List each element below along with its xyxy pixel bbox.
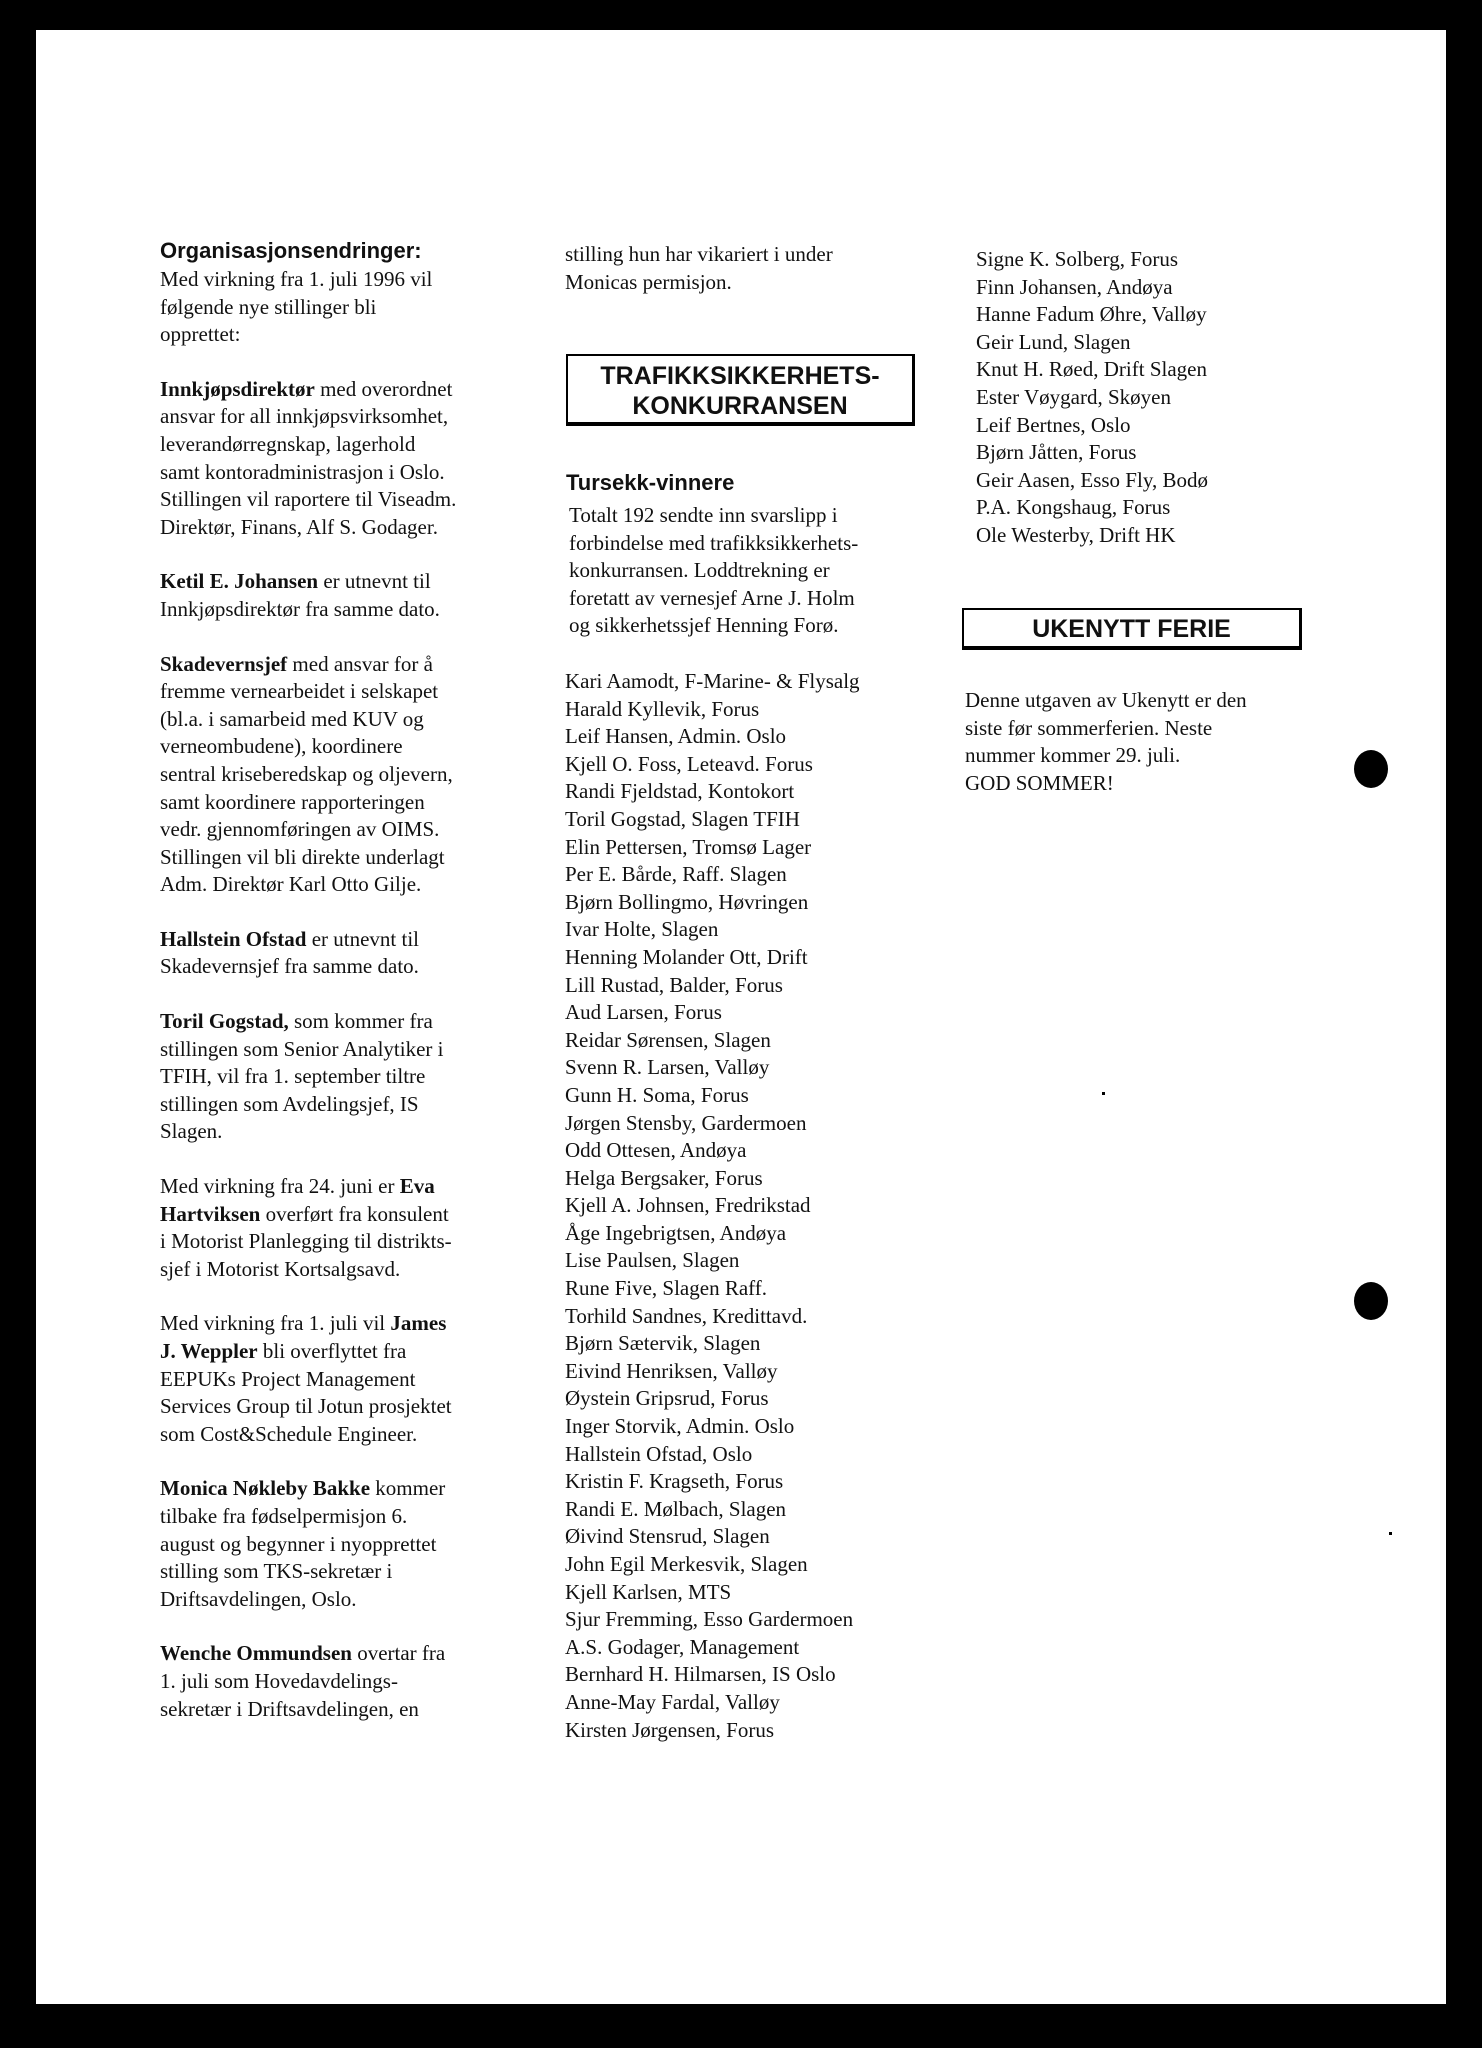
winner-item: Kirsten Jørgensen, Forus [565,1717,775,1742]
text-line: vedr. gjennomføringen av OIMS. [160,817,440,842]
winner-item: Reidar Sørensen, Slagen [565,1027,771,1052]
winner-item: Ester Vøygard, Skøyen [976,384,1171,409]
winner-item: P.A. Kongshaug, Forus [976,495,1171,520]
winner-item: Eivind Henriksen, Valløy [565,1358,778,1383]
column-winners-cont [976,246,1356,550]
text-line: stillingen som Avdelingsjef, IS [160,1091,419,1116]
text-line: siste før sommerferien. Neste [965,715,1213,740]
winner-item: Øivind Stensrud, Slagen [565,1524,770,1549]
text-line: 1. juli som Hovedavdelings- [160,1668,398,1693]
winner-item: Helga Bergsaker, Forus [565,1165,763,1190]
text-line: og sikkerhetssjef Henning Forø. [569,613,839,638]
winner-item: Toril Gogstad, Slagen TFIH [565,806,800,831]
text-line: Totalt 192 sendte inn svarslipp i [569,503,838,527]
winner-item: Torhild Sandnes, Kredittavd. [565,1303,808,1328]
winner-item: Kristin F. Kragseth, Forus [565,1469,784,1494]
text-line: Driftsavdelingen, Oslo. [160,1586,357,1611]
text-line: Stillingen vil raportere til Viseadm. [160,487,457,512]
winner-item: Signe K. Solberg, Forus [976,247,1179,271]
text-line: TFIH, vil fra 1. september tiltre [160,1064,426,1089]
winner-item: Geir Lund, Slagen [976,329,1131,354]
winner-item: Hallstein Ofstad, Oslo [565,1441,753,1466]
text-line: Slagen. [160,1119,223,1144]
winner-item: Bjørn Sætervik, Slagen [565,1331,761,1356]
text-line: kommer [370,1476,446,1501]
bold-name: Innkjøpsdirektør [160,376,315,401]
winner-item: Henning Molander Ott, Drift [565,944,808,969]
text-line: opprettet: [160,322,241,347]
bold-name: Hartviksen [160,1201,261,1226]
text-line: som Cost&Schedule Engineer. [160,1421,418,1446]
text-line: stillingen som Senior Analytiker i [160,1036,444,1061]
bold-name: Toril Gogstad, [160,1009,289,1034]
text-line: med ansvar for å [287,651,433,676]
paragraph-monica-bakke [160,1475,510,1613]
text-line: sekretær i Driftsavdelingen, en [160,1696,419,1721]
winner-item: Per E. Bårde, Raff. Slagen [565,862,787,887]
text-line: konkurransen. Loddtrekning er [569,558,830,583]
winner-item: Lill Rustad, Balder, Forus [565,972,783,997]
speck [1389,1532,1392,1535]
text-line: Med virkning fra 1. juli 1996 vil [160,267,433,291]
winner-item: Aud Larsen, Forus [565,1000,722,1025]
text-line: Stillingen vil bli direkte underlagt [160,844,445,869]
bold-name: James [390,1311,447,1336]
text-line: Innkjøpsdirektør fra samme dato. [160,596,440,621]
bold-name: Wenche Ommundsen [160,1641,352,1666]
winner-item: Kjell O. Foss, Leteavd. Forus [565,751,813,776]
winner-item: Knut H. Røed, Drift Slagen [976,357,1207,382]
paragraph-skadevernsjef [160,651,510,899]
winner-item: Øystein Gripsrud, Forus [565,1386,769,1411]
text-line: tilbake fra fødselpermisjon 6. [160,1503,408,1528]
text-line: Services Group til Jotun prosjektet [160,1394,452,1419]
text-line: GOD SOMMER! [965,770,1114,795]
text-line: forbindelse med trafikksikkerhets- [569,530,859,555]
bold-name: Eva [399,1174,435,1199]
bold-name: Hallstein Ofstad [160,926,307,951]
box-title-line: TRAFIKKSIKKERHETS- [600,362,880,390]
text-line: i Motorist Planlegging til distrikts- [160,1229,452,1254]
winner-item: Gunn H. Soma, Forus [565,1082,749,1107]
text-line: nummer kommer 29. juli. [965,743,1181,768]
speck [1102,1092,1105,1095]
winner-item: Lise Paulsen, Slagen [565,1248,740,1273]
trafikksikkerhet-box-heading [566,354,915,426]
text-line: ansvar for all innkjøpsvirksomhet, [160,404,449,429]
text-line: bli overflyttet fra [257,1339,407,1363]
winner-item: John Egil Merkesvik, Slagen [565,1552,808,1576]
winner-item: A.S. Godager, Management [565,1634,800,1659]
winner-item: Kjell A. Johnsen, Fredrikstad [565,1193,811,1218]
winner-item: Randi Fjeldstad, Kontokort [565,779,795,804]
paragraph-intro [160,266,510,349]
text-line: stilling som TKS-sekretær i [160,1559,393,1584]
paragraph-eva-hartviksen [160,1173,510,1283]
text-line: verneombudene), koordinere [160,734,403,759]
winner-item: Harald Kyllevik, Forus [565,696,760,721]
text-line: er utnevnt til [318,569,431,594]
winner-item: Åge Ingebrigtsen, Andøya [565,1220,787,1245]
bold-name: Ketil E. Johansen [160,569,319,594]
text-line: samt koordinere rapporteringen [160,789,425,814]
competition-intro [569,502,929,640]
section-heading: Organisasjonsendringer: [160,238,422,263]
winner-item: Rune Five, Slagen Raff. [565,1276,768,1301]
text-line: fremme vernearbeidet i selskapet [160,679,439,704]
text-line: overtar fra [351,1641,446,1666]
winner-list [565,668,860,1744]
text-line: august og begynner i nyopprettet [160,1531,437,1556]
document-page [36,30,1446,2004]
text-line: Adm. Direktør Karl Otto Gilje. [160,872,422,897]
ukenytt-ferie-box-heading: UKENYTT FERIE [962,608,1302,650]
winner-item: Geir Aasen, Esso Fly, Bodø [976,467,1208,492]
paragraph-wenche-ommundsen [160,1640,510,1723]
winner-item: Elin Pettersen, Tromsø Lager [565,834,812,859]
winner-item: Bernhard H. Hilmarsen, IS Oslo [565,1662,836,1687]
text-line: sentral kriseberedskap og oljevern, [160,761,453,786]
tursekk-subheading: Tursekk-vinnere [566,470,735,495]
text-line: Denne utgaven av Ukenytt er den [965,688,1247,712]
winner-item: Hanne Fadum Øhre, Valløy [976,302,1207,327]
winner-item: Odd Ottesen, Andøya [565,1138,747,1163]
winner-item: Leif Hansen, Admin. Oslo [565,724,787,749]
winner-item: Sjur Fremming, Esso Gardermoen [565,1607,854,1632]
paragraph-toril-gogstad [160,1008,510,1146]
paragraph-ketil-johansen [160,568,510,623]
text-line: Med virkning fra 24. juni er [160,1174,400,1199]
text-line: stilling hun har vikariert i under [565,242,833,266]
winner-item: Ivar Holte, Slagen [565,917,719,942]
bold-name: Monica Nøkleby Bakke [160,1476,371,1501]
text-line: (bl.a. i samarbeid med KUV og [160,706,424,731]
paragraph-james-weppler [160,1310,510,1448]
text-line: Direktør, Finans, Alf S. Godager. [160,514,438,539]
text-line: er utnevnt til [306,926,419,951]
column-organisasjonsendringer [160,236,510,1723]
winner-item: Kari Aamodt, F-Marine- & Flysalg [565,669,860,693]
text-line: Skadevernsjef fra samme dato. [160,954,419,979]
paragraph-hallstein-ofstad [160,926,510,981]
winner-item: Ole Westerby, Drift HK [976,522,1176,547]
winner-item: Svenn R. Larsen, Valløy [565,1055,770,1080]
winner-item: Bjørn Jåtten, Forus [976,440,1137,465]
text-line: Monicas permisjon. [565,269,732,294]
winner-item: Leif Bertnes, Oslo [976,412,1131,437]
winner-item: Inger Storvik, Admin. Oslo [565,1414,795,1439]
text-line: foretatt av vernesjef Arne J. Holm [569,585,855,610]
winner-item: Anne-May Fardal, Valløy [565,1689,780,1714]
binder-hole [1354,1282,1388,1320]
text-line: sjef i Motorist Kortsalgsavd. [160,1256,401,1281]
text-line: samt kontoradministrasjon i Oslo. [160,459,445,484]
text-line: med overordnet [314,376,453,401]
winner-item: Kjell Karlsen, MTS [565,1579,732,1604]
text-line: følgende nye stillinger bli [160,294,377,319]
box-title-line: KONKURRANSEN [632,392,848,420]
column-continuation [565,241,925,296]
paragraph-innkjopsdirektor [160,376,510,542]
bold-name: J. Weppler [160,1339,258,1363]
text-line: overført fra konsulent [260,1201,449,1226]
winner-item: Jørgen Stensby, Gardermoen [565,1110,807,1135]
text-line: leverandørregnskap, lagerhold [160,431,416,456]
winner-item: Finn Johansen, Andøya [976,274,1173,299]
bold-name: Skadevernsjef [160,651,288,676]
ferie-notice [965,687,1325,797]
text-line: Med virkning fra 1. juli vil [160,1311,391,1336]
text-line: som kommer fra [288,1009,433,1034]
text-line: EEPUKs Project Management [160,1366,416,1391]
winner-item: Bjørn Bollingmo, Høvringen [565,889,809,914]
winner-item: Randi E. Mølbach, Slagen [565,1496,787,1521]
binder-hole [1354,750,1388,788]
